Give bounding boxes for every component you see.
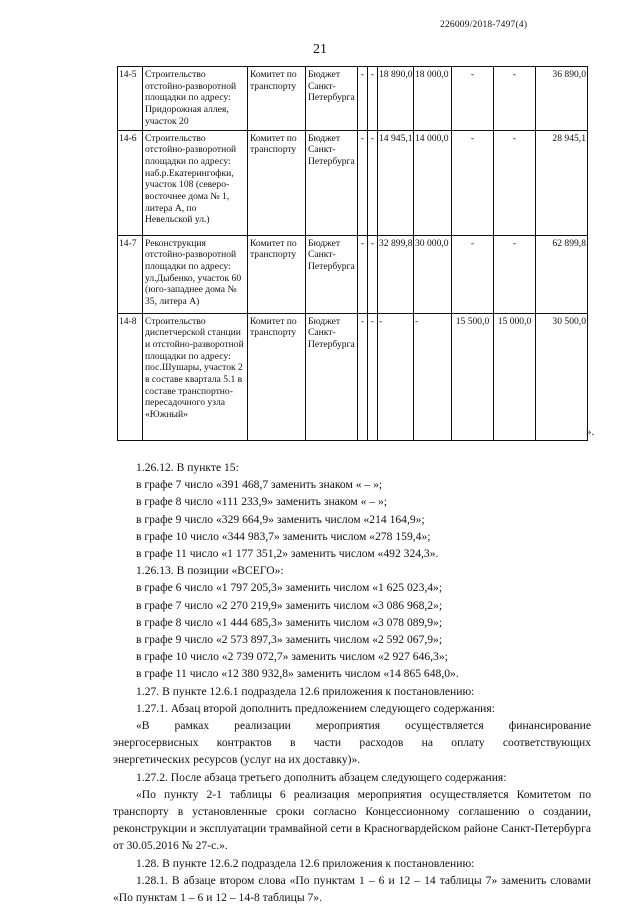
paragraph: в графе 7 число «2 270 219,9» заменить числом «3 086 968,2»;	[136, 598, 443, 612]
paragraph: 1.26.13. В позиции «ВСЕГО»:	[136, 564, 284, 578]
responsible-org: Комитет по транспорту	[248, 313, 306, 440]
paragraph: в графе 10 число «2 739 072,7» заменить числом «2 927 646,3»;	[136, 650, 448, 664]
funding-source: Бюджет Санкт-Петербурга	[306, 67, 358, 131]
total-value: 62 899,8	[536, 235, 588, 313]
col-6-value: -	[358, 235, 368, 313]
row-id: 14-6	[118, 130, 143, 235]
col-7-value: -	[368, 130, 378, 235]
paragraph: энергетических ресурсов (услуг на их доставку)».	[113, 753, 361, 767]
col-9-value: 18 000,0	[414, 67, 452, 131]
table-row	[118, 67, 588, 131]
total-value: 28 945,1	[536, 130, 588, 235]
paragraph: 1.27.2. После абзаца третьего дополнить абзацем следующего содержания:	[136, 770, 507, 784]
paragraph: 1.28.1. В абзаце втором слова «По пунктам 1 – 6 и 12 – 14 таблицы 7» заменить словами «По пунктам 1 – 6 и 12 – 14-8 таблицы 7».	[113, 873, 591, 905]
funding-source: Бюджет Санкт-Петербурга	[306, 235, 358, 313]
paragraph: 1.28. В пункте 12.6.2 подраздела 12.6 приложения к постановлению:	[136, 856, 475, 870]
item-name: Строительство отстойно-разворотной площадки по адресу: Придорожная аллея, участок 20	[143, 67, 248, 131]
paragraph: «В рамках реализации мероприятия осуществляется финансирование	[136, 719, 591, 733]
row-id: 14-7	[118, 235, 143, 313]
col-9-value: -	[414, 313, 452, 440]
col-10-value: -	[452, 67, 494, 131]
row-id: 14-8	[118, 313, 143, 440]
item-name: Строительство диспетчерской станции и отстойно-разворотной площадки по адресу: пос.Шушары, участок 2 в составе квартала 5.1 в составе транспортно-пересадочного узла «Южный»	[143, 313, 248, 440]
paragraph: 1.27. В пункте 12.6.1 подраздела 12.6 приложения к постановлению:	[136, 684, 475, 698]
funding-source: Бюджет Санкт-Петербурга	[306, 313, 358, 440]
table-body	[118, 67, 588, 441]
item-name: Реконструкция отстойно-разворотной площадки по адресу: ул.Дыбенко, участок 60 (юго-западнее дома № 35, литера А)	[143, 235, 248, 313]
col-11-value: -	[494, 235, 536, 313]
col-11-value: 15 000,0	[494, 313, 536, 440]
total-value: 36 890,0	[536, 67, 588, 131]
paragraph: энергосервисных контрактов в части расходов на оплату соответствующих	[113, 736, 591, 750]
document-body	[113, 459, 591, 906]
table-closing-quote: ».	[586, 426, 595, 438]
col-7-value: -	[368, 313, 378, 440]
paragraph: в графе 8 число «1 444 685,3» заменить числом «3 078 089,9»;	[136, 615, 443, 629]
col-8-value: 14 945,1	[378, 130, 414, 235]
col-10-value: -	[452, 235, 494, 313]
paragraph: «По пункту 2-1 таблицы 6 реализация мероприятия осуществляется Комитетом по транспорту в установленные сроки согласно Концессионному соглашению о создании, реконструкции и эксплуатации трамвайной сети в Красногвардейском районе Санкт-Петербурга от 30.05.2016 № 27-с.».	[113, 787, 591, 853]
col-11-value: -	[494, 130, 536, 235]
table-row	[118, 235, 588, 313]
col-11-value: -	[494, 67, 536, 131]
paragraph: 1.27.1. Абзац второй дополнить предложением следующего содержания:	[136, 701, 495, 715]
paragraph: в графе 10 число «344 983,7» заменить числом «278 159,4»;	[136, 529, 431, 543]
col-10-value: -	[452, 130, 494, 235]
col-8-value: 32 899,8	[378, 235, 414, 313]
paragraph: в графе 9 число «329 664,9» заменить числом «214 164,9»;	[136, 512, 425, 526]
col-6-value: -	[358, 313, 368, 440]
col-9-value: 14 000,0	[414, 130, 452, 235]
col-8-value: -	[378, 313, 414, 440]
paragraph: в графе 11 число «1 177 351,2» заменить числом «492 324,3».	[136, 547, 439, 561]
funding-source: Бюджет Санкт-Петербурга	[306, 130, 358, 235]
col-9-value: 30 000,0	[414, 235, 452, 313]
table-row	[118, 313, 588, 440]
responsible-org: Комитет по транспорту	[248, 67, 306, 131]
paragraph: в графе 7 число «391 468,7 заменить знаком « – »;	[136, 478, 383, 492]
document-number: 226009/2018-7497(4)	[440, 20, 528, 30]
col-6-value: -	[358, 67, 368, 131]
row-id: 14-5	[118, 67, 143, 131]
col-7-value: -	[368, 235, 378, 313]
responsible-org: Комитет по транспорту	[248, 235, 306, 313]
page-number: 21	[313, 42, 327, 57]
col-6-value: -	[358, 130, 368, 235]
paragraph: в графе 8 число «111 233,9» заменить знаком « – »;	[136, 495, 388, 509]
paragraph: 1.26.12. В пункте 15:	[136, 461, 239, 474]
paragraph: в графе 9 число «2 573 897,3» заменить числом «2 592 067,9»;	[136, 633, 443, 647]
col-8-value: 18 890,0	[378, 67, 414, 131]
responsible-org: Комитет по транспорту	[248, 130, 306, 235]
total-value: 30 500,0	[536, 313, 588, 440]
paragraph: в графе 6 число «1 797 205,3» заменить числом «1 625 023,4»;	[136, 581, 443, 595]
col-10-value: 15 500,0	[452, 313, 494, 440]
funding-table	[117, 66, 588, 441]
item-name: Строительство отстойно-разворотной площадки по адресу: наб.р.Екатерингофки, участок 108 (северо-восточнее дома № 1, литера А, по Невельской ул.)	[143, 130, 248, 235]
col-7-value: -	[368, 67, 378, 131]
paragraph: в графе 11 число «12 380 932,8» заменить числом «14 865 648,0».	[136, 667, 459, 681]
table-row	[118, 130, 588, 235]
